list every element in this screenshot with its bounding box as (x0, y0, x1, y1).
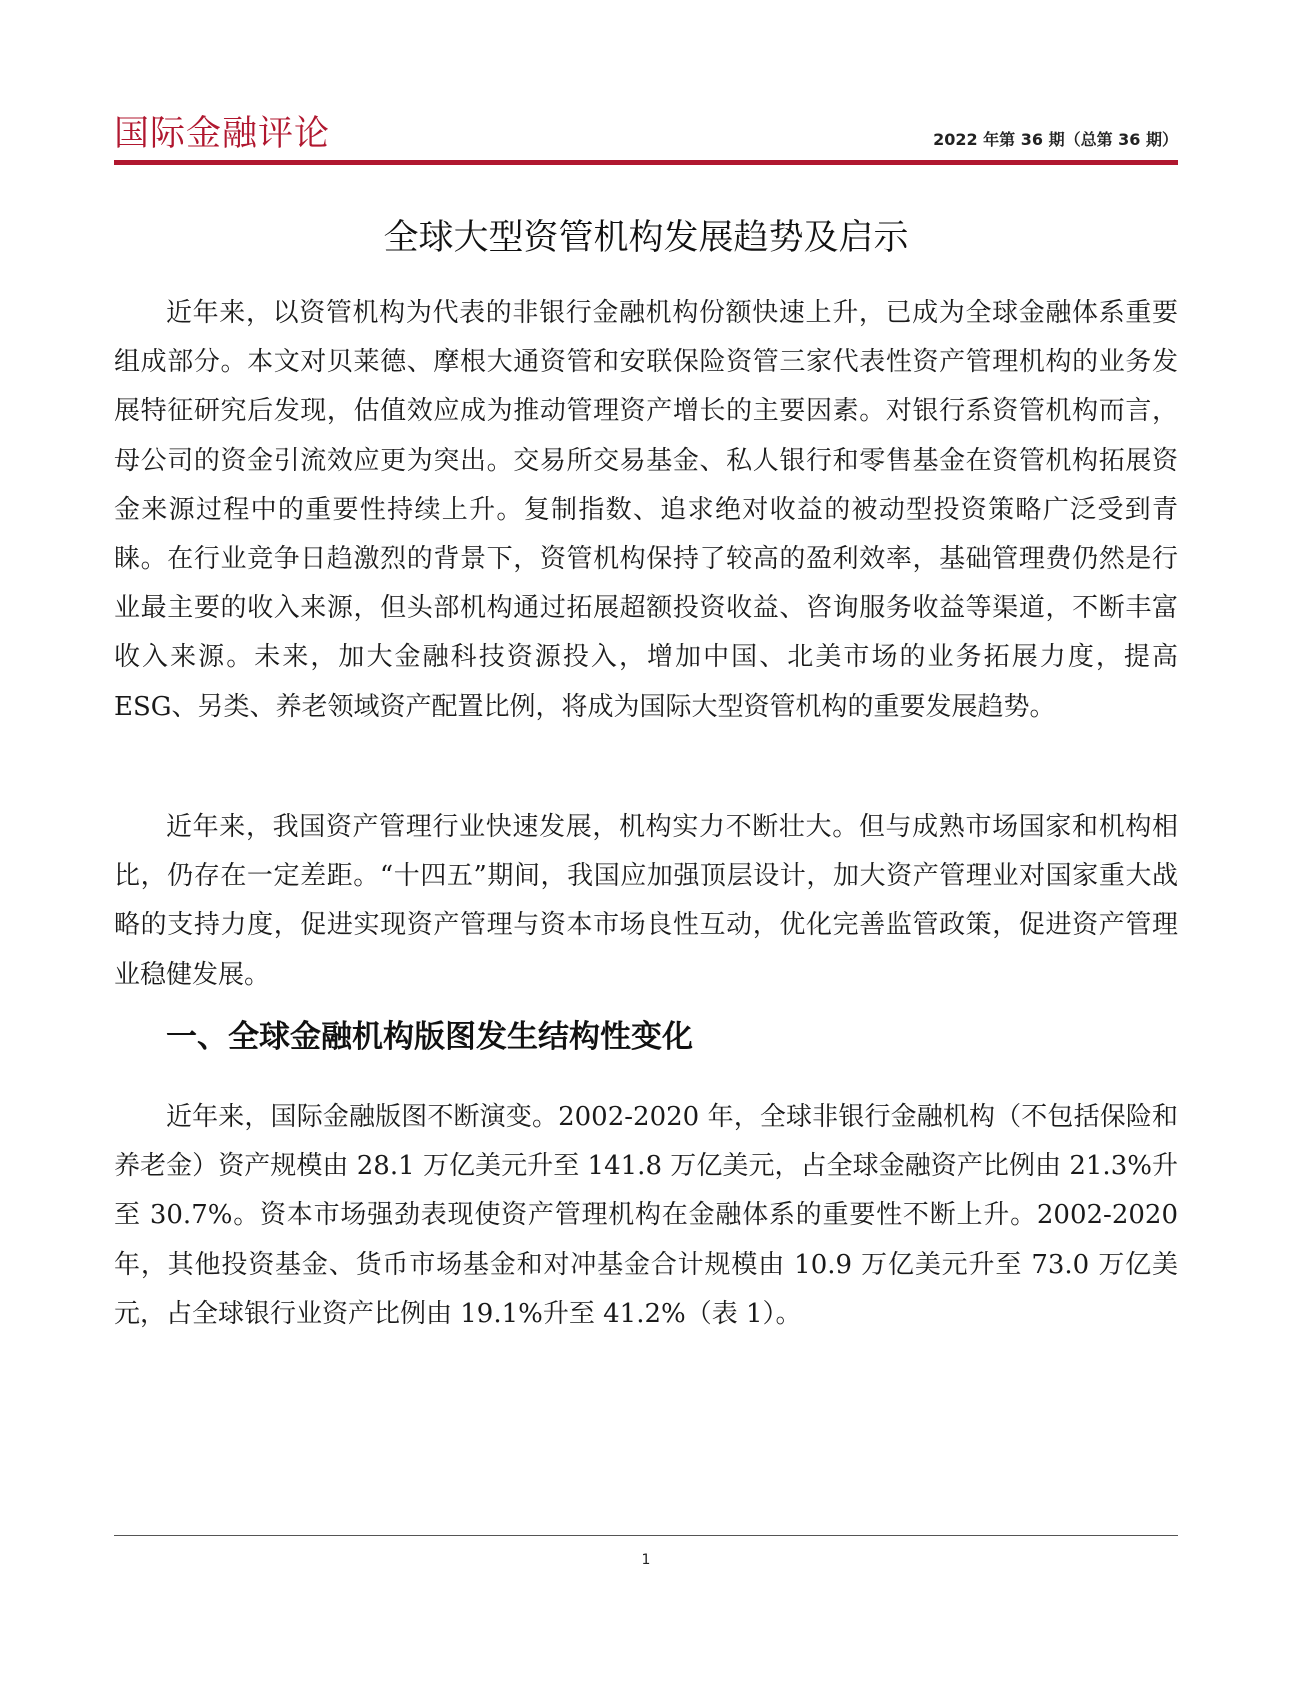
page-header (114, 108, 1178, 164)
article-title: 全球大型资管机构发展趋势及启示 (383, 218, 909, 258)
section-heading-1: 一、全球金融机构版图发生结构性变化 (166, 1019, 693, 1055)
footer-divider (114, 1535, 1178, 1536)
abstract-paragraph-2: 近年来，我国资产管理行业快速发展，机构实力不断壮大。但与成熟市场国家和机构相比，仍存在一定差距。“十四五”期间，我国应加强顶层设计，加大资产管理业对国家重大战略的支持力度，促进实现资产管理与资本市场良性互动，优化完善监管政策，促进资产管理业稳健发展。 (114, 812, 1178, 990)
abstract-paragraph-1: 近年来，以资管机构为代表的非银行金融机构份额快速上升，已成为全球金融体系重要组成部分。本文对贝莱德、摩根大通资管和安联保险资管三家代表性资产管理机构的业务发展特征研究后发现，估值效应成为推动管理资产增长的主要因素。对银行系资管机构而言，母公司的资金引流效应更为突出。交易所交易基金、私人银行和零售基金在资管机构拓展资金来源过程中的重要性持续上升。复制指数、追求绝对收益的被动型投资策略广泛受到青睐。在行业竞争日趋激烈的背景下，资管机构保持了较高的盈利效率，基础管理费仍然是行业最主要的收入来源，但头部机构通过拓展超额投资收益、咨询服务收益等渠道，不断丰富收入来源。未来，加大金融科技资源投入，增加中国、北美市场的业务拓展力度，提高 ESG、另类、养老领域资产配置比例，将成为国际大型资管机构的重要发展趋势。 (114, 298, 1178, 722)
issue-info: 2022 年第 36 期（总第 36 期） (933, 130, 1178, 149)
journal-name: 国际金融评论 (114, 114, 331, 154)
page-number: 1 (641, 1552, 651, 1568)
header-divider (114, 160, 1178, 165)
section-1-paragraph: 近年来，国际金融版图不断演变。2002-2020 年，全球非银行金融机构（不包括保险和养老金）资产规模由 28.1 万亿美元升至 141.8 万亿美元，占全球金融资产比例由 21.3%升至 30.7%。资本市场强劲表现使资产管理机构在金融体系的重要性不断上升。2002-2020 年，其他投资基金、货币市场基金和对冲基金合计规模由 10.9 万亿美元升至 73.0 万亿美元，占全球银行业资产比例由 19.1%升至 41.2%（表 1）。 (114, 1102, 1178, 1329)
